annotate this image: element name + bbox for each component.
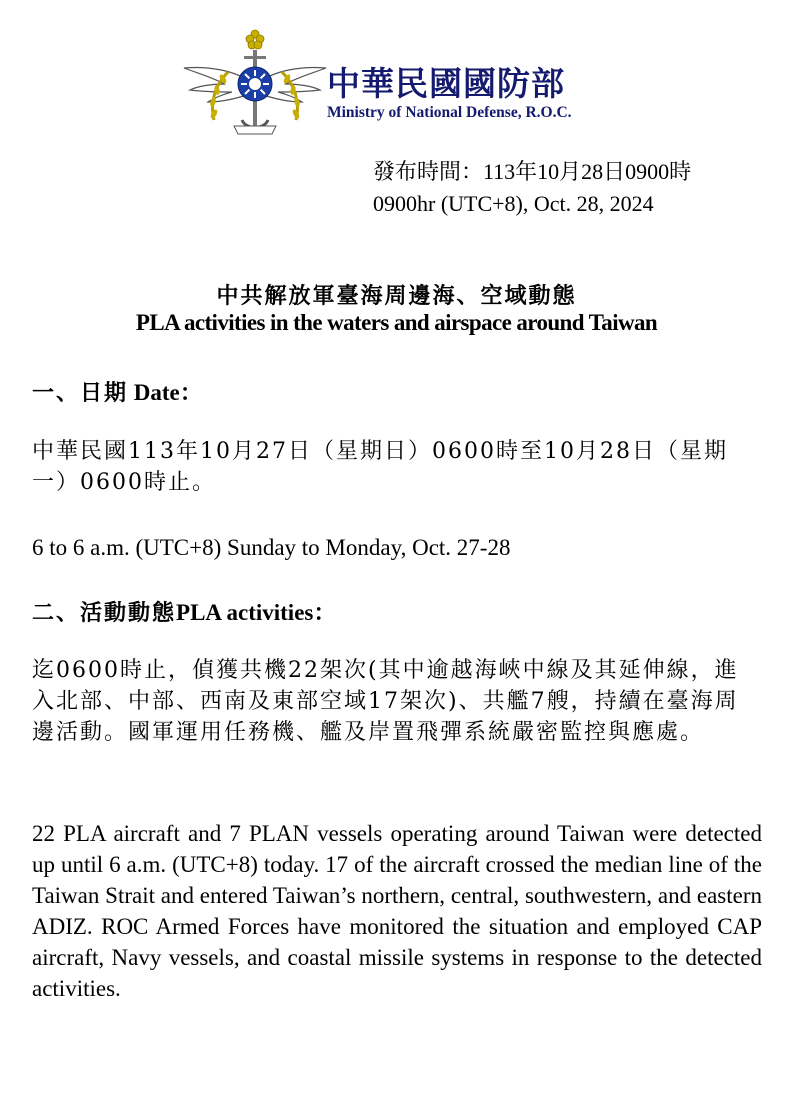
section-date-heading-zh: 一、日期	[32, 380, 129, 406]
page-title-en: PLA activities in the waters and airspace around Taiwan	[135, 310, 658, 335]
release-time-zh: 發布時間：113年10月28日0900時	[373, 159, 692, 184]
section-activities-heading	[32, 594, 336, 627]
page-title-zh: 中共解放軍臺海周邊海、空域動態	[216, 283, 577, 309]
org-name-zh: 中華民國國防部	[327, 64, 565, 103]
section-date-body-en: 6 to 6 a.m. (UTC+8) Sunday to Monday, Oct. 27-28	[32, 535, 511, 560]
section-date-heading	[32, 374, 203, 407]
section-activities-body-en: 22 PLA aircraft and 7 PLAN vessels operating around Taiwan were detected up until 6 a.m. (UTC+8) today. 17 of the aircraft crossed the median line of the Taiwan Strait and entered Taiwan’s northern, central, southwestern, and eastern ADIZ. ROC Armed Forces have monitored the situation and employed CAP aircraft, Navy vessels, and coastal missile systems in response to the detected activities.	[32, 821, 762, 1001]
mnd-emblem-icon	[180, 28, 330, 140]
section-date-body-zh: 中華民國113年10月27日（星期日）0600時至10月28日（星期一）0600時止。	[32, 439, 728, 495]
section-date-heading-en: Date：	[128, 380, 203, 405]
section-activities-heading-en: PLA activities：	[176, 600, 337, 625]
release-time	[373, 156, 691, 220]
release-time-en: 0900hr (UTC+8), Oct. 28, 2024	[373, 191, 654, 216]
section-activities-body-zh: 迄0600時止，偵獲共機22架次(其中逾越海峽中線及其延伸線，進入北部、中部、西南及東部空域17架次)、共艦7艘，持續在臺海周邊活動。國軍運用任務機、艦及岸置飛彈系統嚴密監控與應處。	[32, 658, 739, 745]
section-activities-heading-zh: 二、活動動態	[32, 600, 177, 626]
org-name-en: Ministry of National Defense, R.O.C.	[327, 104, 572, 121]
